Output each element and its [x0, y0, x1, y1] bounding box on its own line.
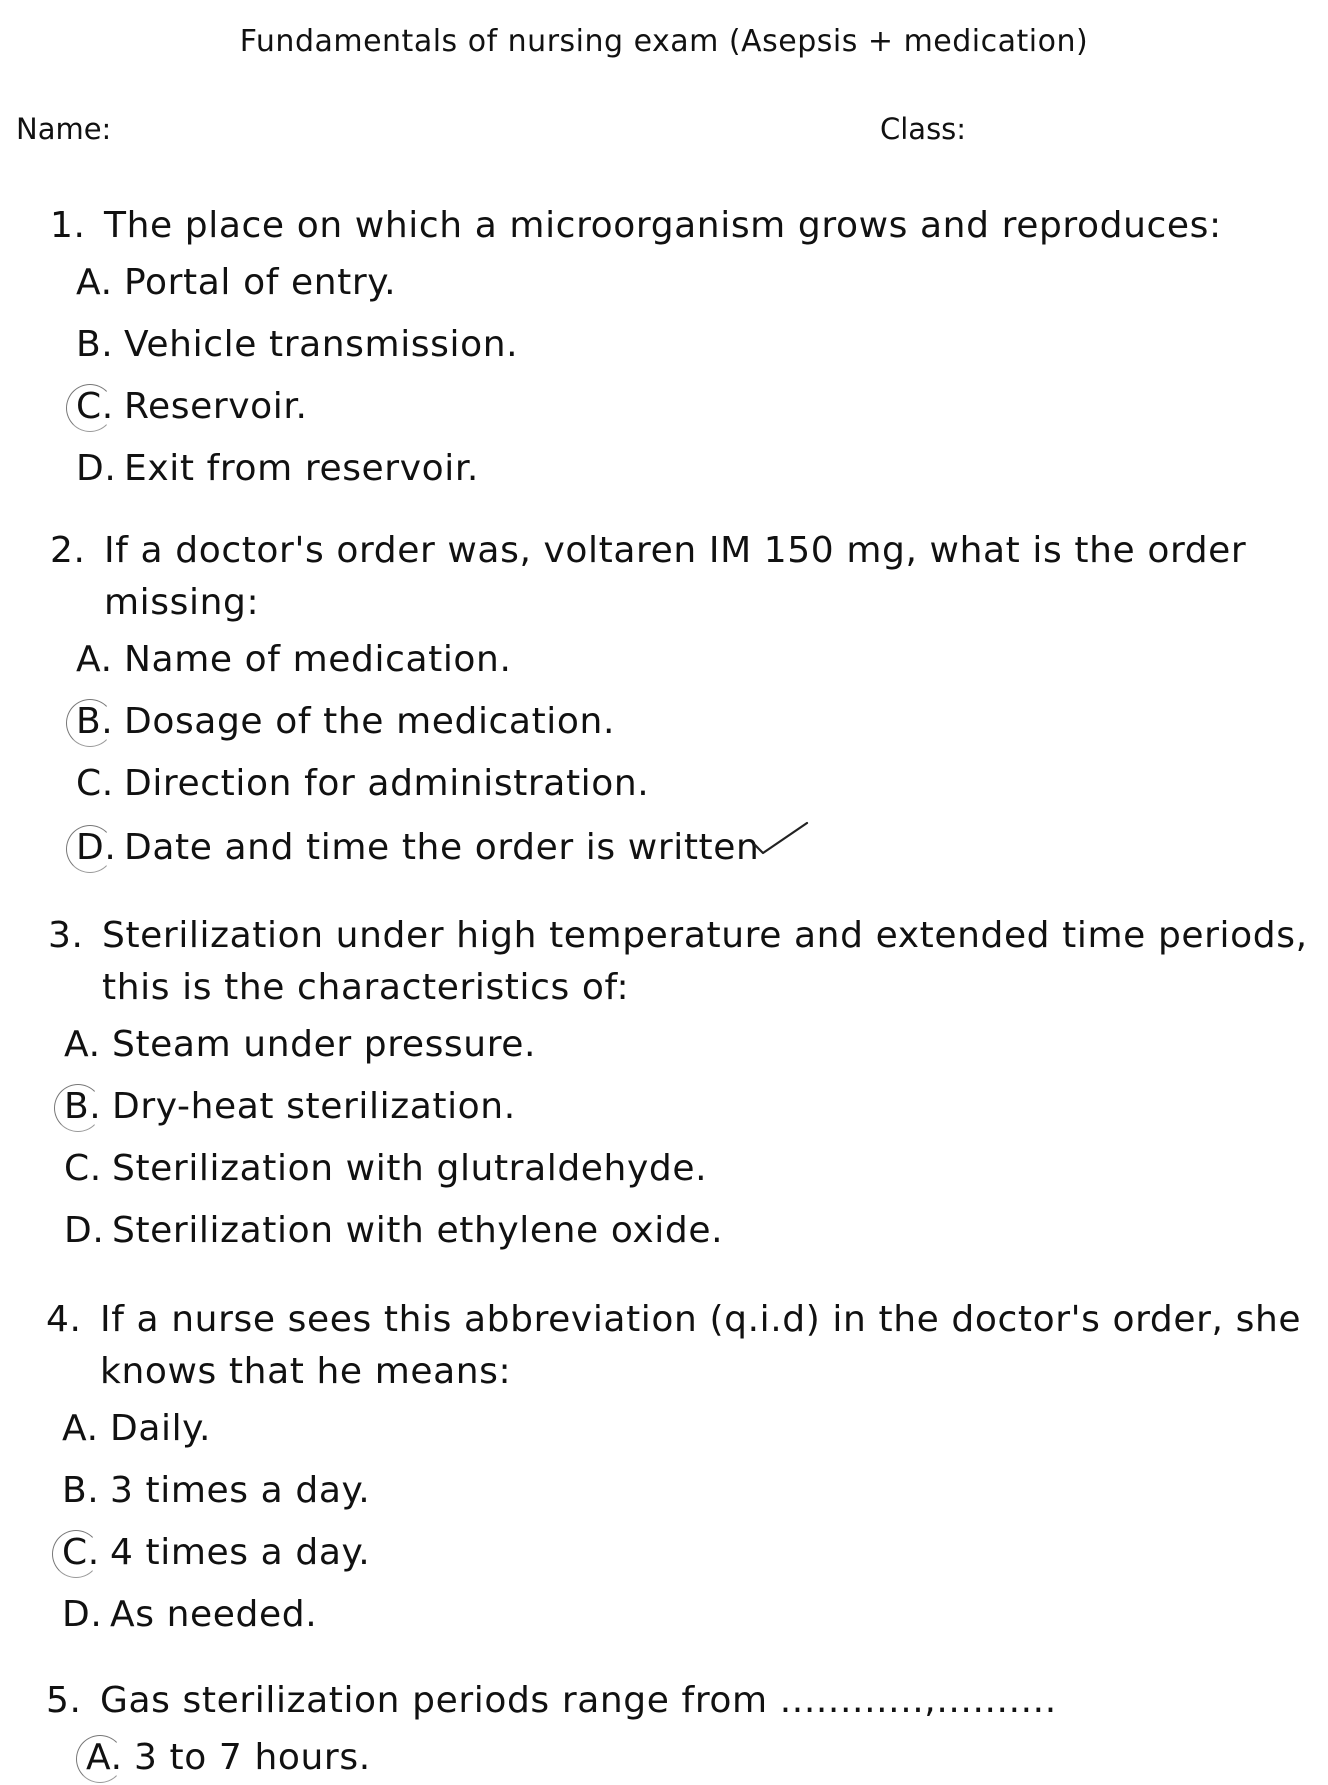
option-letter: A.: [76, 262, 113, 303]
option-list: [76, 633, 1310, 881]
option-letter: C.: [76, 763, 114, 804]
option-letter: D.: [64, 1210, 105, 1251]
checkmark-icon: [753, 819, 809, 859]
option-letter: B.: [62, 1470, 100, 1511]
option-d[interactable]: [76, 442, 1310, 504]
question-text: If a doctor's order was, voltaren IM 150 mg, what is the order missing:: [104, 530, 1247, 623]
option-text: Sterilization with ethylene oxide.: [112, 1210, 724, 1251]
option-letter: C.: [76, 380, 124, 434]
option-b[interactable]: [76, 695, 1310, 757]
option-letter: B.: [76, 324, 114, 365]
option-a[interactable]: [64, 1018, 1308, 1080]
name-label: Name:: [16, 112, 112, 146]
option-a[interactable]: [86, 1731, 1306, 1783]
option-a[interactable]: [76, 633, 1310, 695]
option-text: 4 times a day.: [110, 1532, 371, 1573]
option-letter: A.: [62, 1408, 99, 1449]
option-text: As needed.: [110, 1594, 318, 1635]
question-text: Sterilization under high temperature and extended time periods, this is the characteristics of:: [102, 915, 1308, 1008]
option-text: Sterilization with glutraldehyde.: [112, 1148, 708, 1189]
option-text: Daily.: [110, 1408, 212, 1449]
option-text: Portal of entry.: [124, 262, 397, 303]
option-d[interactable]: [62, 1588, 1306, 1650]
option-text: Direction for administration.: [124, 763, 650, 804]
question-number: 5.: [46, 1680, 82, 1721]
option-text: Name of medication.: [124, 639, 512, 680]
option-c[interactable]: [76, 380, 1310, 442]
option-b[interactable]: [76, 318, 1310, 380]
option-c[interactable]: [64, 1142, 1308, 1204]
option-text: Date and time the order is written: [124, 827, 760, 868]
question-number: 2.: [50, 530, 86, 571]
option-letter: A.: [86, 1731, 134, 1785]
question-2: [50, 525, 1310, 881]
option-letter: B.: [76, 695, 124, 749]
option-text: 3 to 7 hours.: [134, 1737, 371, 1778]
option-a[interactable]: [62, 1402, 1306, 1464]
option-list: [62, 1402, 1306, 1650]
class-label: Class:: [880, 112, 967, 146]
exam-title: Fundamentals of nursing exam (Asepsis + medication): [239, 24, 1089, 59]
option-letter: B.: [64, 1080, 112, 1134]
option-list: [86, 1731, 1306, 1783]
question-text: Gas sterilization periods range from ............,..........: [100, 1680, 1057, 1721]
option-letter: A.: [64, 1024, 101, 1065]
option-list: [64, 1018, 1308, 1266]
question-text: The place on which a microorganism grows and reproduces:: [104, 205, 1222, 246]
option-c[interactable]: [76, 757, 1310, 819]
option-c[interactable]: [62, 1526, 1306, 1588]
option-letter: D.: [76, 821, 124, 875]
option-letter: D.: [62, 1594, 103, 1635]
question-3: [48, 910, 1308, 1266]
option-b[interactable]: [62, 1464, 1306, 1526]
option-text: 3 times a day.: [110, 1470, 371, 1511]
question-1: [50, 200, 1310, 504]
option-text: Dry-heat sterilization.: [112, 1086, 516, 1127]
question-5: [46, 1675, 1306, 1783]
option-letter: C.: [64, 1148, 102, 1189]
question-number: 4.: [46, 1299, 82, 1340]
option-b[interactable]: [64, 1080, 1308, 1142]
option-text: Reservoir.: [124, 386, 308, 427]
question-number: 1.: [50, 205, 86, 246]
option-text: Vehicle transmission.: [124, 324, 519, 365]
option-d[interactable]: [76, 819, 1310, 881]
option-letter: C.: [62, 1526, 110, 1580]
question-4: [46, 1294, 1306, 1650]
question-text: If a nurse sees this abbreviation (q.i.d) in the doctor's order, she knows that he means:: [100, 1299, 1302, 1392]
option-d[interactable]: [64, 1204, 1308, 1266]
option-list: [76, 256, 1310, 504]
option-text: Exit from reservoir.: [124, 448, 479, 489]
option-letter: A.: [76, 639, 113, 680]
option-letter: D.: [76, 448, 117, 489]
question-number: 3.: [48, 915, 84, 956]
option-a[interactable]: [76, 256, 1310, 318]
option-text: Steam under pressure.: [112, 1024, 537, 1065]
option-text: Dosage of the medication.: [124, 701, 615, 742]
